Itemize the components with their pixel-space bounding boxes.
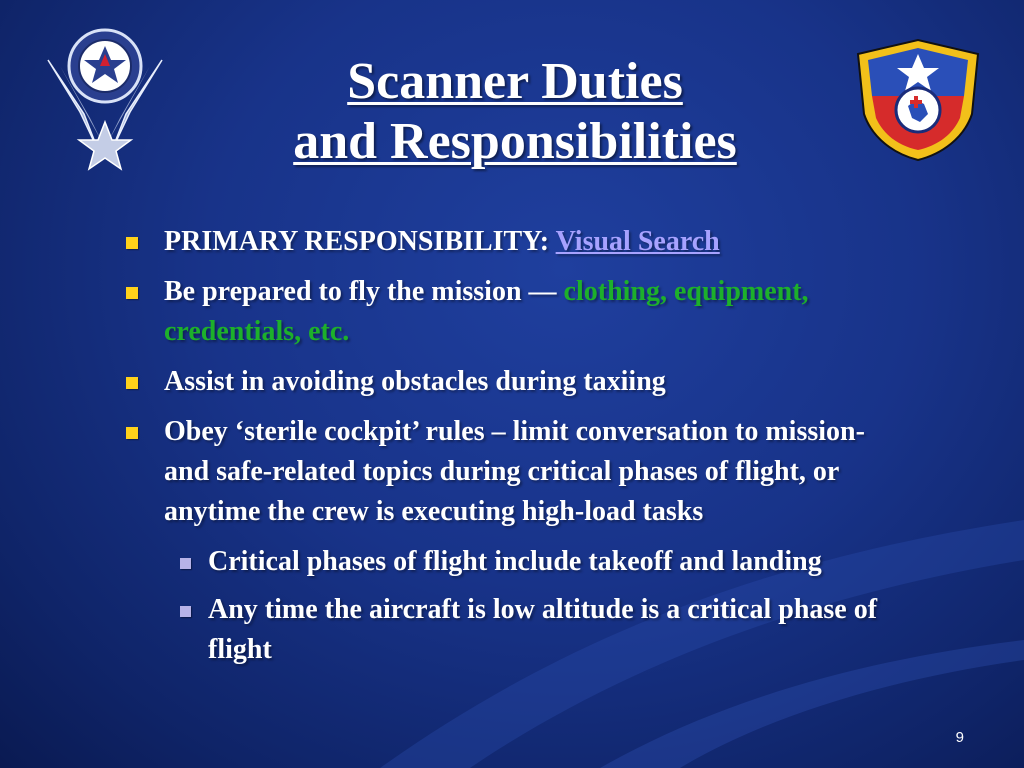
slide-title — [170, 52, 860, 172]
sub-bullet-text: Any time the aircraft is low altitude is a critical phase of flight — [208, 594, 878, 665]
bullet-list — [122, 222, 902, 678]
square-sub-bullet-icon — [180, 606, 191, 617]
square-bullet-icon — [126, 427, 138, 439]
square-bullet-icon — [126, 377, 138, 389]
square-sub-bullet-icon — [180, 558, 191, 569]
bullet-highlight-text: clothing, equipment, credentials, etc. — [164, 276, 809, 347]
square-bullet-icon — [126, 287, 138, 299]
bullet-label: PRIMARY RESPONSIBILITY: — [164, 226, 556, 257]
page-number: 9 — [955, 729, 964, 746]
slide-title-line-1: Scanner Duties — [347, 53, 683, 110]
bullet-item-be-prepared — [122, 272, 902, 352]
bullet-item-primary-responsibility — [122, 222, 902, 262]
square-bullet-icon — [126, 237, 138, 249]
bullet-item-avoid-obstacles — [122, 362, 902, 402]
sub-bullet-text: Critical phases of flight include takeoff and landing — [208, 546, 822, 577]
texas-wing-logo — [850, 36, 986, 164]
sub-bullet-item-low-altitude — [122, 590, 902, 670]
civil-air-patrol-logo — [40, 22, 170, 182]
bullet-text: Be prepared to fly the mission — — [164, 276, 564, 307]
civil-air-patrol-usaf-seal-icon — [40, 22, 170, 182]
texas-wing-shield-icon — [850, 36, 986, 164]
bullet-text: Obey ‘sterile cockpit’ rules – limit conversation to mission- and safe-related topics during critical phases of flight, or anytime the crew is executing high-load tasks — [164, 416, 865, 527]
bullet-text: Assist in avoiding obstacles during taxiing — [164, 366, 666, 397]
bullet-item-sterile-cockpit — [122, 412, 902, 532]
sub-bullet-item-critical-phases — [122, 542, 902, 582]
slide-title-line-2: and Responsibilities — [293, 113, 737, 170]
visual-search-link[interactable]: Visual Search — [555, 226, 720, 257]
